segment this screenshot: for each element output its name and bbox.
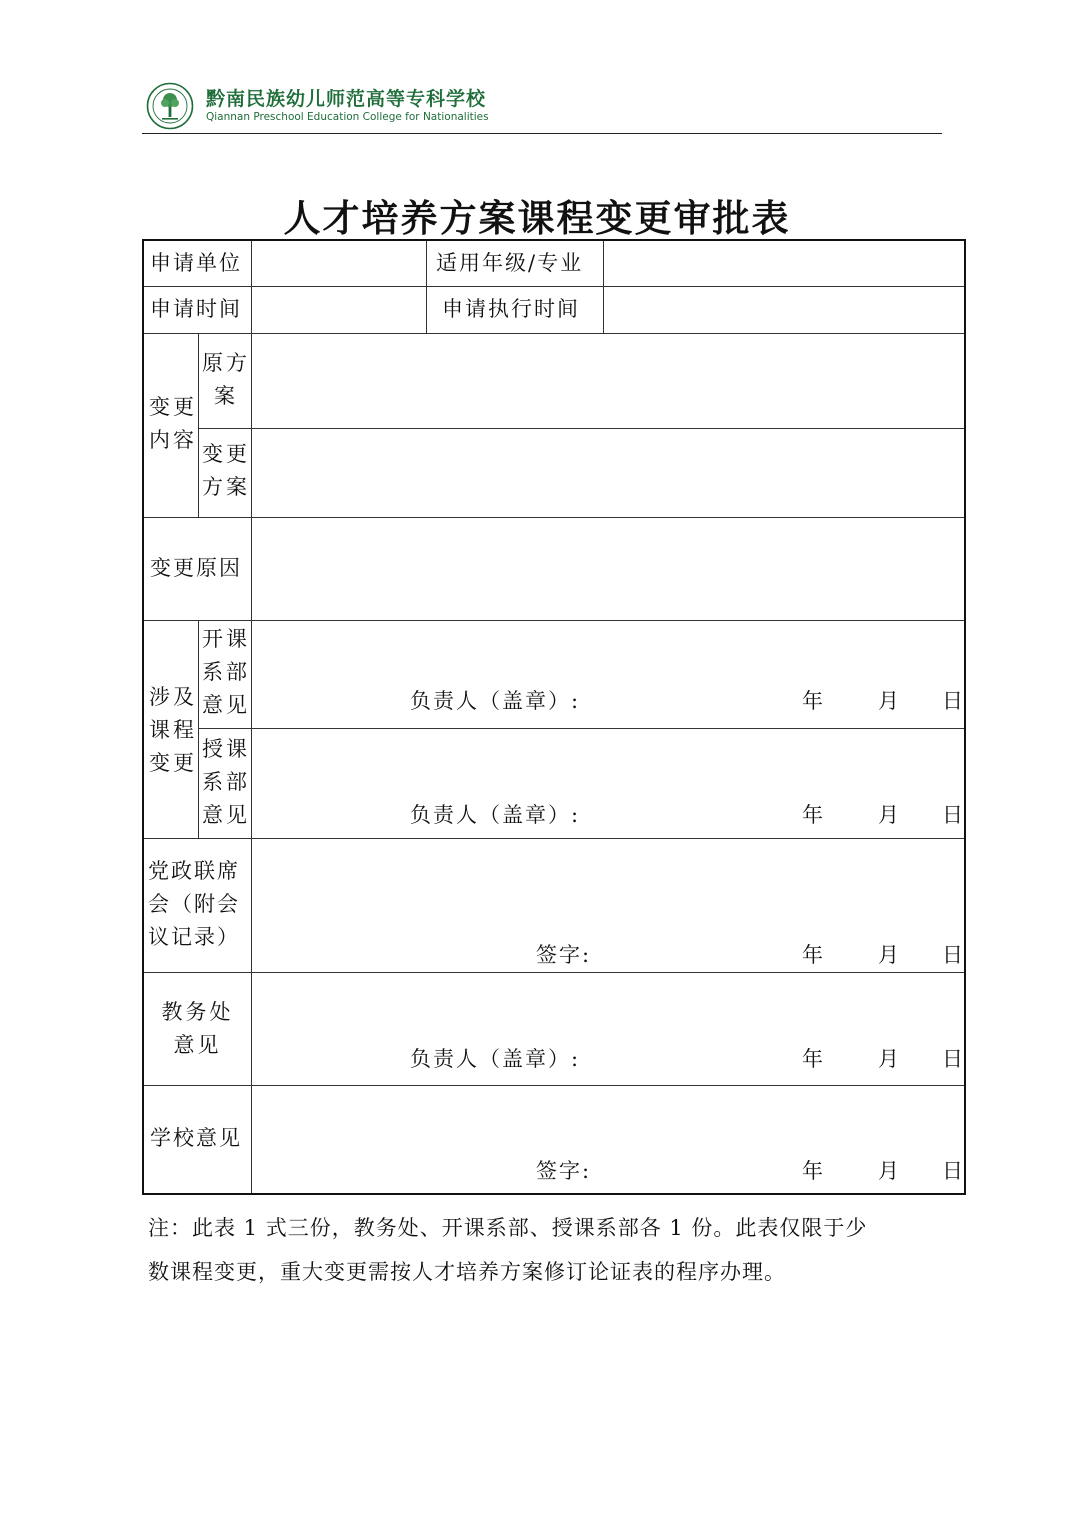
school-name-cn: 黔南民族幼儿师范高等专科学校 xyxy=(206,88,487,110)
label-offering-dept-opinion: 开课 系部 意见 xyxy=(202,627,250,717)
header-rule xyxy=(142,133,942,134)
label-changed-plan: 变更 方案 xyxy=(202,442,250,499)
label-apply-time: 申请时间 xyxy=(150,297,242,321)
signature-label: 签字: xyxy=(536,943,592,967)
date-day-label: 日 xyxy=(942,689,965,713)
label-involved-courses: 涉及 课程 变更 xyxy=(149,685,197,775)
date-month-label: 月 xyxy=(878,1047,901,1071)
footnote-line: 注：此表 1 式三份，教务处、开课系部、授课系部各 1 份。此表仅限于少 xyxy=(148,1216,868,1240)
label-party-joint-meeting: 党政联席 会（附会 议记录） xyxy=(148,859,240,949)
approval-form xyxy=(142,239,966,1195)
date-year-label: 年 xyxy=(802,943,825,967)
label-school-opinion: 学校意见 xyxy=(150,1126,242,1150)
label-grade-major: 适用年级/专业 xyxy=(436,251,584,275)
date-day-label: 日 xyxy=(942,1159,965,1183)
date-day-label: 日 xyxy=(942,943,965,967)
label-change-content: 变更 内容 xyxy=(149,395,197,452)
date-day-label: 日 xyxy=(942,803,965,827)
row-divider xyxy=(144,620,964,621)
page-title: 人才培养方案课程变更审批表 xyxy=(283,196,791,240)
date-day-label: 日 xyxy=(942,1047,965,1071)
signature-label: 签字: xyxy=(536,1159,592,1183)
row-divider xyxy=(144,286,964,287)
column-divider xyxy=(198,620,199,838)
date-year-label: 年 xyxy=(802,1047,825,1071)
column-divider xyxy=(426,241,427,333)
row-divider xyxy=(144,333,964,334)
label-applicant-unit: 申请单位 xyxy=(150,251,242,275)
column-divider xyxy=(198,333,199,517)
date-year-label: 年 xyxy=(802,689,825,713)
row-divider xyxy=(198,428,964,429)
date-month-label: 月 xyxy=(878,1159,901,1183)
date-month-label: 月 xyxy=(878,803,901,827)
row-divider xyxy=(144,517,964,518)
row-divider xyxy=(144,972,964,973)
footnote xyxy=(148,1206,948,1294)
label-execute-time: 申请执行时间 xyxy=(442,297,580,321)
responsible-seal-label: 负责人（盖章）: xyxy=(410,689,581,713)
row-divider xyxy=(198,728,964,729)
date-year-label: 年 xyxy=(802,1159,825,1183)
responsible-seal-label: 负责人（盖章）: xyxy=(410,803,581,827)
date-year-label: 年 xyxy=(802,803,825,827)
row-divider xyxy=(144,838,964,839)
label-academic-office-opinion: 教务处 意见 xyxy=(161,1000,234,1057)
label-change-reason: 变更原因 xyxy=(150,556,242,580)
school-header xyxy=(142,78,942,136)
date-month-label: 月 xyxy=(878,943,901,967)
row-divider xyxy=(144,1085,964,1086)
label-original-plan: 原方 案 xyxy=(202,351,250,408)
footnote-line: 数课程变更，重大变更需按人才培养方案修订论证表的程序办理。 xyxy=(148,1260,786,1284)
date-month-label: 月 xyxy=(878,689,901,713)
school-seal-icon xyxy=(146,82,194,130)
school-name-en: Qiannan Preschool Education College for Nationalities xyxy=(206,111,489,123)
column-divider xyxy=(603,241,604,333)
label-teaching-dept-opinion: 授课 系部 意见 xyxy=(202,737,250,827)
responsible-seal-label: 负责人（盖章）: xyxy=(410,1047,581,1071)
